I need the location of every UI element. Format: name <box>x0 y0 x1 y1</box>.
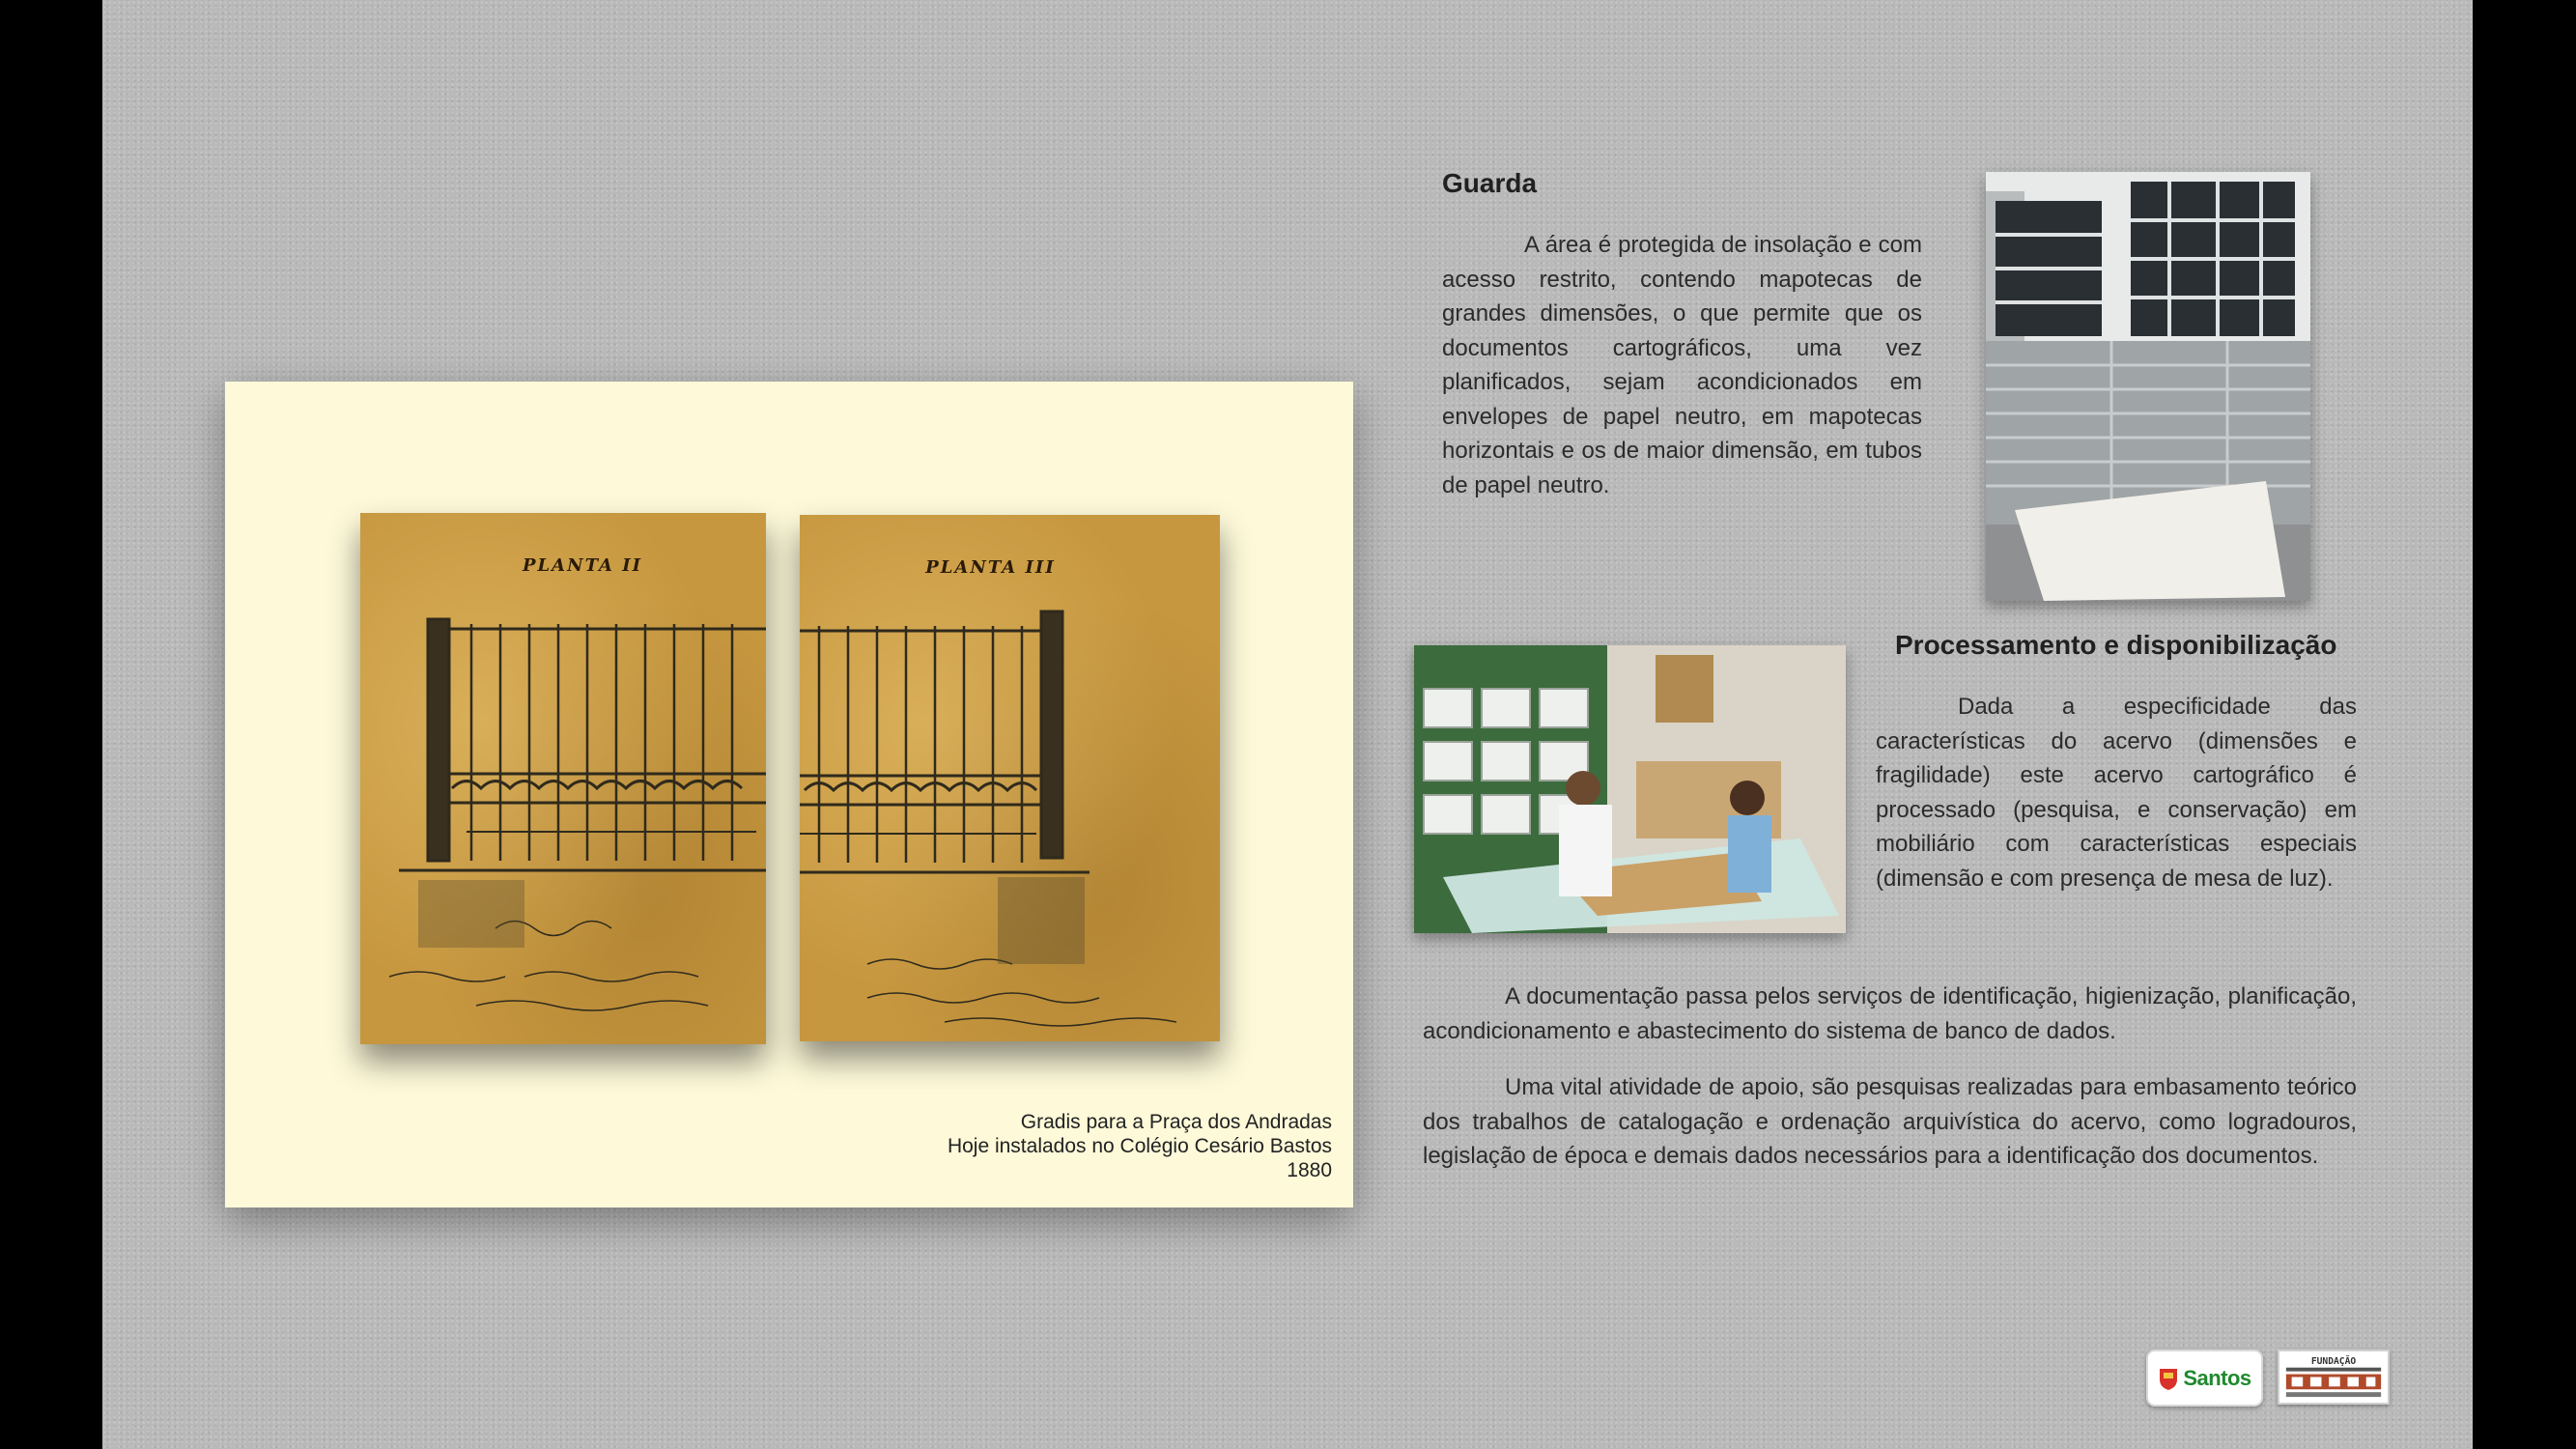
plan-title-left: PLANTA II <box>522 555 643 576</box>
plan-drawing-right <box>800 515 1220 1041</box>
fundacao-arquivo-memoria-logo <box>2278 1350 2390 1405</box>
fundacao-logo-text: FUNDAÇÃO <box>2310 1355 2357 1367</box>
guarda-heading: Guarda <box>1442 168 1538 198</box>
railing-drawing-right <box>800 515 1220 1041</box>
processing-room-photo <box>1414 645 1846 933</box>
santos-logo-text: Santos <box>2183 1365 2251 1390</box>
storage-room-photo <box>1986 172 2310 601</box>
guarda-paragraph: A área é protegida de insolação e com acesso restrito, contendo mapotecas de grandes dimensões, o que permite que os documentos cartográficos, uma vez planificados, sejam acondicionados em envelopes de papel neutro, em mapotecas horizontais e os de maior dimensão, em tubos de papel neutro. <box>1442 232 1922 498</box>
caption-line-3: 1880 <box>1287 1159 1332 1181</box>
santos-logo <box>2146 1350 2263 1406</box>
processamento-paragraph: Dada a especificidade das características do acervo (dimensões e fragilidade) este acervo cartográfico é processado (pesquisa, e conservação) em mobiliário com características especiais (dimensão e com presença de mesa de luz). <box>1876 694 2357 892</box>
slide <box>102 0 2473 1449</box>
pesquisa-paragraph: Uma vital atividade de apoio, são pesquisas realizadas para embasamento teórico dos trabalhos de catalogação e ordenação arquivística do acervo, como logradouros, legislação de época e demais dados necessários para a identificação dos documentos. <box>1423 1074 2357 1169</box>
documentacao-paragraph: A documentação passa pelos serviços de identificação, higienização, planificação, acondicionamento e abastecimento do sistema de banco de dados. <box>1423 983 2357 1044</box>
santos-crest-icon <box>2158 1366 2179 1391</box>
railing-drawing-left <box>360 513 766 1044</box>
figure-caption <box>948 1110 1332 1182</box>
caption-line-1: Gradis para a Praça dos Andradas <box>1020 1111 1332 1133</box>
processamento-heading: Processamento e disponibilização <box>1895 630 2337 660</box>
figure-card <box>225 382 1353 1208</box>
caption-line-2: Hoje instalados no Colégio Cesário Bastos <box>947 1135 1332 1157</box>
plan-title-right: PLANTA III <box>925 557 1056 578</box>
plan-drawing-left <box>360 513 766 1044</box>
